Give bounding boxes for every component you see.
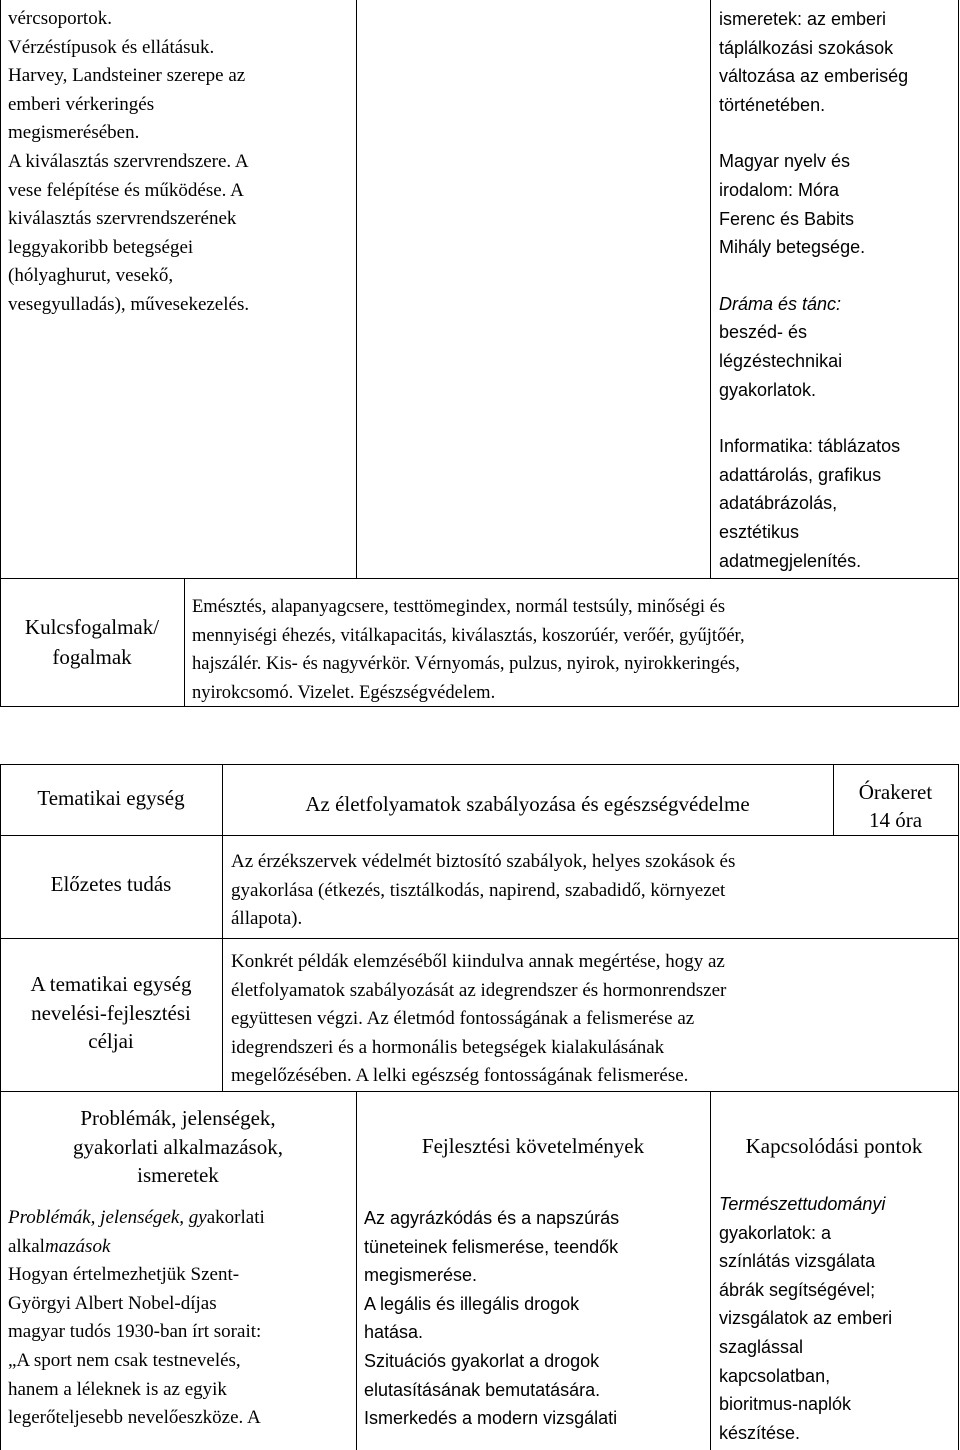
text-line: gyakorlatok. xyxy=(719,379,817,400)
text-line: kiválasztás szervrendszerének xyxy=(8,208,237,230)
hours-value: 14 óra xyxy=(868,808,923,832)
goals-text xyxy=(231,948,955,1091)
text-line: gyakorlása (étkezés, tisztálkodás, napirend, szabadidő, környezet xyxy=(231,879,726,901)
text-line: vércsoportok. xyxy=(8,8,112,29)
text-line: A tematikai egység xyxy=(30,972,192,996)
text-line xyxy=(8,1233,354,1262)
col3-header: Kapcsolódási pontok xyxy=(745,1134,923,1158)
prior-label: Előzetes tudás xyxy=(50,872,172,896)
text-line: tüneteinek felismerése, teendők xyxy=(364,1236,619,1257)
text-line: Az agyrázkódás és a napszúrás xyxy=(364,1208,620,1228)
text-line: Györgyi Albert Nobel-díjas xyxy=(8,1292,217,1314)
subject-title: Dráma és tánc: xyxy=(719,293,842,314)
subject-title: Magyar nyelv és xyxy=(719,151,851,172)
text-line: bioritmus-naplók xyxy=(719,1394,852,1415)
col2-content xyxy=(364,1204,708,1433)
goals-label xyxy=(0,970,222,1056)
text-line: adattárolás, grafikus xyxy=(719,464,882,485)
text-line: nevelési-fejlesztési xyxy=(31,1000,191,1025)
italic-text: Problémák, jelenségek, gy xyxy=(8,1207,207,1228)
kulcs-label-divider xyxy=(184,578,185,707)
text-line: adatábrázolás, xyxy=(719,493,838,514)
text-span: alkal xyxy=(8,1235,45,1257)
text-line: Ismerkedés a modern vizsgálati xyxy=(364,1408,618,1429)
top-left-text xyxy=(8,5,353,320)
text-line: életfolyamatok szabályozását az idegrendszer és hormonrendszer xyxy=(231,979,727,1001)
text-line: gyakorlati alkalmazások, xyxy=(73,1134,283,1159)
col1-header xyxy=(0,1104,356,1190)
top-right-text xyxy=(719,5,957,575)
text-line: „A sport nem csak testnevelés, xyxy=(8,1349,241,1371)
text-line: állapota). xyxy=(231,908,303,930)
text-line: táplálkozási szokások xyxy=(719,37,894,58)
top-table-right-border xyxy=(958,0,959,707)
row-divider-3 xyxy=(0,1091,959,1092)
text-line: készítése. xyxy=(719,1422,801,1443)
text-line: Az érzékszervek védelmét biztosító szabályok, helyes szokások és xyxy=(231,851,736,872)
text-line: legerőteljesebb nevelőeszköze. A xyxy=(8,1407,261,1429)
text-line: Kulcsfogalmak/ xyxy=(24,615,160,639)
text-line: adatmegjelenítés. xyxy=(719,550,862,571)
text-line: Vérzéstípusok és ellátásuk. xyxy=(8,36,215,58)
text-line: együttesen végzi. Az életmód fontosságának a felismerése az xyxy=(231,1008,695,1030)
text-line: vesegyulladás), művesekezelés. xyxy=(8,293,250,315)
text-span: akorlati xyxy=(206,1207,265,1228)
text-line: beszéd- és xyxy=(719,322,808,343)
col2-header: Fejlesztési követelmények xyxy=(421,1134,645,1158)
kulcs-text xyxy=(192,593,956,707)
text-line: változása az emberiség xyxy=(719,66,909,87)
text-line: légzéstechnikai xyxy=(719,350,843,371)
text-line: (hólyaghurut, vesekő, xyxy=(8,265,174,287)
text-line: Harvey, Landsteiner szerepe az xyxy=(8,65,246,87)
text-line: elutasításának bemutatására. xyxy=(364,1379,601,1400)
text-line: Ferenc és Babits xyxy=(719,208,855,229)
text-line: szaglással xyxy=(719,1336,804,1357)
row-divider-2 xyxy=(0,938,959,939)
text-line: céljai xyxy=(88,1029,134,1053)
text-line: hanem a léleknek is az egyik xyxy=(8,1378,227,1400)
kulcs-label xyxy=(0,612,184,672)
text-line: gyakorlatok: a xyxy=(719,1222,832,1243)
text-line: Emésztés, alapanyagcsere, testtömegindex, normál testsúly, minőségi és xyxy=(192,597,726,617)
text-line: magyar tudós 1930-ban írt sorait: xyxy=(8,1321,262,1343)
top-table-row-divider xyxy=(0,578,959,579)
text-line: A legális és illegális drogok xyxy=(364,1293,580,1314)
text-line: ismeretek: az emberi xyxy=(719,9,887,29)
text-line: vizsgálatok az emberi xyxy=(719,1308,893,1329)
text-line: kapcsolatban, xyxy=(719,1365,831,1386)
hours-box xyxy=(833,778,958,834)
text-line: Konkrét példák elemzéséből kiindulva annak megértése, hogy az xyxy=(231,951,725,972)
text-line: megismerése. xyxy=(364,1265,478,1286)
text-line: színlátás vizsgálata xyxy=(719,1251,876,1272)
text-line: irodalom: Móra xyxy=(719,179,840,200)
text-line: vese felépítése és működése. A xyxy=(8,179,244,201)
unit-table-right-border xyxy=(958,764,959,1450)
hours-label: Órakeret xyxy=(858,780,933,804)
text-line: történetében. xyxy=(719,94,826,115)
italic-text: mazások xyxy=(44,1235,111,1257)
text-line: Szituációs gyakorlat a drogok xyxy=(364,1350,600,1371)
text-line xyxy=(8,1204,354,1233)
text-line: emberi vérkeringés xyxy=(8,93,155,115)
text-line: megelőzésében. A lelki egészség fontosságának felismerése. xyxy=(231,1065,689,1087)
text-line: Mihály betegsége. xyxy=(719,237,866,258)
subject-title: Természettudományi xyxy=(719,1194,886,1214)
text-line: Problémák, jelenségek, xyxy=(80,1106,276,1130)
top-table-col-divider-2 xyxy=(710,0,711,578)
text-line: leggyakoribb betegségei xyxy=(8,236,194,258)
text-line: ábrák segítségével; xyxy=(719,1279,876,1300)
text-line: Hogyan értelmezhetjük Szent- xyxy=(8,1264,240,1286)
text-line: hatása. xyxy=(364,1322,424,1343)
col1-content xyxy=(8,1204,354,1433)
text-line: idegrendszeri és a hormonális betegségek kialakulásának xyxy=(231,1036,665,1058)
top-table-left-border xyxy=(0,0,1,707)
row-divider-1 xyxy=(0,835,959,836)
text-line: esztétikus xyxy=(719,521,800,542)
col3-content xyxy=(719,1190,957,1447)
text-line: ismeretek xyxy=(137,1163,219,1187)
text-line: Informatika: táblázatos xyxy=(719,436,901,457)
unit-header-label: Tematikai egység xyxy=(37,786,185,810)
text-line: mennyiségi éhezés, vitálkapacitás, kiválasztás, koszorúér, verőér, gyűjtőér, xyxy=(192,625,745,646)
unit-table-top-border xyxy=(0,764,959,765)
unit-title: Az életfolyamatok szabályozása és egészségvédelme xyxy=(305,792,750,816)
top-table-col-divider-1 xyxy=(356,0,357,578)
prior-text xyxy=(231,848,955,934)
text-line: A kiválasztás szervrendszere. A xyxy=(8,150,249,172)
text-line: fogalmak xyxy=(52,645,132,669)
text-line: megismerésében. xyxy=(8,122,140,144)
text-line: nyirokcsomó. Vizelet. Egészségvédelem. xyxy=(192,682,496,703)
text-line: hajszálér. Kis- és nagyvérkör. Vérnyomás, pulzus, nyirok, nyirokkeringés, xyxy=(192,654,740,675)
